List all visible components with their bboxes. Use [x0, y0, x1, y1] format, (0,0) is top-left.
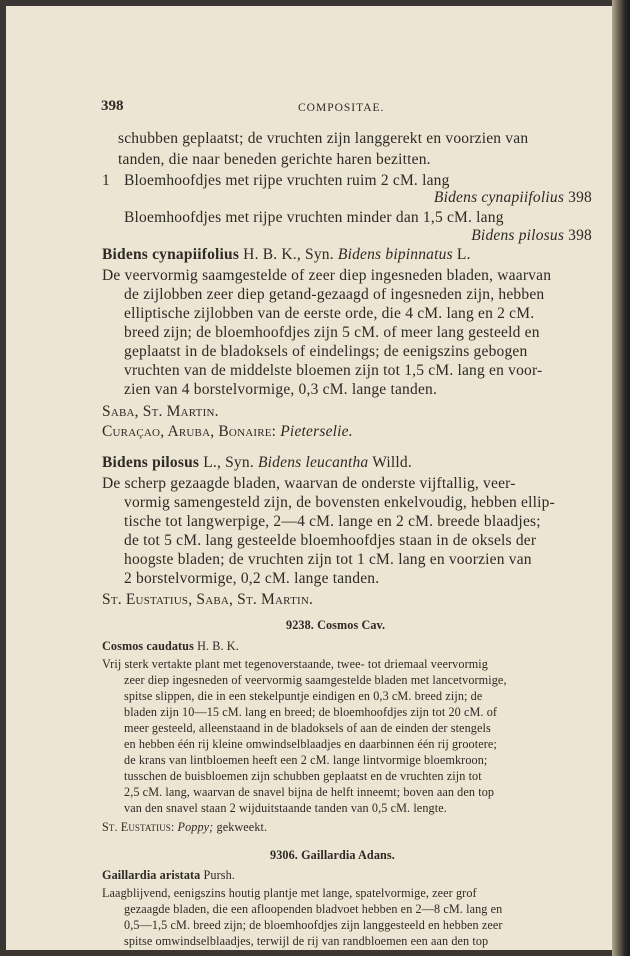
- species-name: Cosmos caudatus: [102, 639, 194, 653]
- description-line: de krans van lintbloemen heeft een 2 cM. lange lintvormige bloemkroon;: [124, 753, 488, 767]
- genus-heading: 9306. Gaillardia Adans.: [270, 848, 395, 862]
- cultivation-note: gekweekt.: [216, 820, 268, 834]
- description-line: de tot 5 cM. lang gesteelde bloemhoofdjes staan in de oksels der: [124, 532, 537, 549]
- key-entry-species: [434, 189, 592, 207]
- local-name: Pieterselie.: [280, 423, 353, 440]
- key-entry-species: [471, 227, 592, 245]
- synonym: Bidens bipinnatus: [337, 246, 453, 263]
- description-line: 2 borstelvormige, 0,2 cM. lange tanden.: [124, 570, 380, 587]
- synonym-author: L.: [456, 246, 471, 263]
- book-spine-shadow: [612, 0, 630, 956]
- key-entry-text: Bloemhoofdjes met rijpe vruchten minder dan 1,5 cM. lang: [124, 209, 504, 226]
- description-line: Laagblijvend, eenigszins houtig plantje met lange, spatelvormige, zeer grof: [102, 886, 477, 900]
- continuation-line: schubben geplaatst; de vruchten zijn langgerekt en voorzien van: [118, 130, 529, 147]
- description-line: spitse slippen, die in een stekelpuntje eindigen en 0,3 cM. breed zijn; de: [124, 689, 483, 703]
- description-line: Vrij sterk vertakte plant met tegenoverstaande, twee- tot driemaal veervormig: [102, 657, 488, 671]
- key-page-ref: 398: [568, 189, 592, 206]
- description-line: De scherp gezaagde bladen, waarvan de onderste vijftallig, veer-: [102, 475, 516, 492]
- key-entry-text: Bloemhoofdjes met rijpe vruchten ruim 2 cM. lang: [124, 172, 450, 189]
- species-name: Bidens pilosus: [102, 454, 200, 471]
- distribution: St. Eustatius, Saba, St. Martin.: [102, 591, 314, 608]
- species-author: Pursh.: [203, 868, 235, 882]
- description-line: geplaatst in de bladoksels of eindelings; de eenigszins gebogen: [124, 343, 528, 360]
- species-author: H. B. K.: [197, 639, 239, 653]
- species-author: H. B. K., Syn.: [243, 246, 334, 263]
- local-name: Poppy;: [177, 820, 214, 834]
- description-line: tische tot langwerpige, 2—4 cM. lange en 2 cM. breede blaadjes;: [124, 513, 541, 530]
- description-line: vormig samengesteld zijn, de bovensten enkelvoudig, hebben ellip-: [124, 494, 555, 511]
- localities: [102, 423, 353, 441]
- page-number: 398: [101, 98, 124, 114]
- key-species-name: Bidens pilosus: [471, 227, 565, 244]
- description-line: zeer diep ingesneden of veervormig saamgestelde bladen met lancetvormige,: [124, 673, 507, 687]
- description-line: van den snavel staan 2 wijduitstaande tanden van 0,5 cM. lengte.: [124, 801, 447, 815]
- synonym-author: Willd.: [372, 454, 412, 471]
- description-line: elliptische zijlobben van de eerste orde, die 4 cM. lang en 2 cM.: [124, 305, 535, 322]
- distribution: Saba, St. Martin.: [102, 403, 219, 420]
- key-page-ref: 398: [568, 227, 592, 244]
- description-line: gezaagde bladen, die een afloopenden bladvoet hebben en 2—8 cM. lang en: [124, 902, 503, 916]
- book-page: [6, 6, 612, 950]
- key-species-name: Bidens cynapiifolius: [433, 189, 565, 206]
- description-line: 0,5—1,5 cM. breed zijn; de bloemhoofdjes zijn langgesteeld en hebben zeer: [124, 918, 503, 932]
- description-line: De veervormig saamgestelde of zeer diep ingesneden bladen, waarvan: [102, 267, 552, 284]
- description-line: zien van 4 borstelvormige, 0,3 cM. lange tanden.: [124, 381, 438, 398]
- description-line: 2,5 cM. lang, waarvan de snavel bijna de helft inneemt; boven aan den top: [124, 785, 495, 799]
- continuation-line: tanden, die naar beneden gerichte haren bezitten.: [118, 151, 431, 168]
- description-line: de zijlobben zeer diep getand-gezaagd of ingesneden zijn, hebben: [124, 286, 545, 303]
- genus-heading: 9238. Cosmos Cav.: [286, 618, 386, 632]
- description-line: en hebben één rij kleine omwindselblaadjes en daarbinnen één rij grootere;: [124, 737, 497, 751]
- description-line: bladen zijn 10—15 cM. lang en breed; de bloemhoofdjes zijn tot 20 cM. of: [124, 705, 498, 719]
- running-title: COMPOSITAE.: [298, 102, 385, 114]
- species-heading: [102, 639, 239, 654]
- species-heading: [102, 246, 471, 264]
- species-name: Gaillardia aristata: [102, 868, 201, 882]
- locality-list: St. Eustatius:: [102, 820, 175, 834]
- description-line: breed zijn; de bloemhoofdjes zijn 5 cM. of meer lang gesteeld en: [124, 324, 540, 341]
- description-line: hoogste bladen; de vruchten zijn tot 1 cM. lang en voorzien van: [124, 551, 532, 568]
- key-number: 1: [102, 172, 110, 189]
- description-line: vruchten van de middelste bloemen zijn tot 1,5 cM. lang en voor-: [124, 362, 543, 379]
- species-heading: [102, 868, 235, 883]
- species-name: Bidens cynapiifolius: [102, 246, 240, 263]
- species-heading: [102, 454, 412, 472]
- description-line: spitse omwindselblaadjes, terwijl de rij van randbloemen een aan den top: [124, 934, 489, 948]
- description-line: meer gesteeld, alleenstaand in de bladoksels of aan de einden der stengels: [124, 721, 491, 735]
- description-line: tusschen de buisbloemen zijn schubben geplaatst en de vruchten zijn tot: [124, 769, 482, 783]
- synonym: Bidens leucantha: [258, 454, 369, 471]
- distribution: [102, 820, 267, 835]
- species-author: L., Syn.: [203, 454, 254, 471]
- locality-list: Curaçao, Aruba, Bonaire:: [102, 423, 277, 440]
